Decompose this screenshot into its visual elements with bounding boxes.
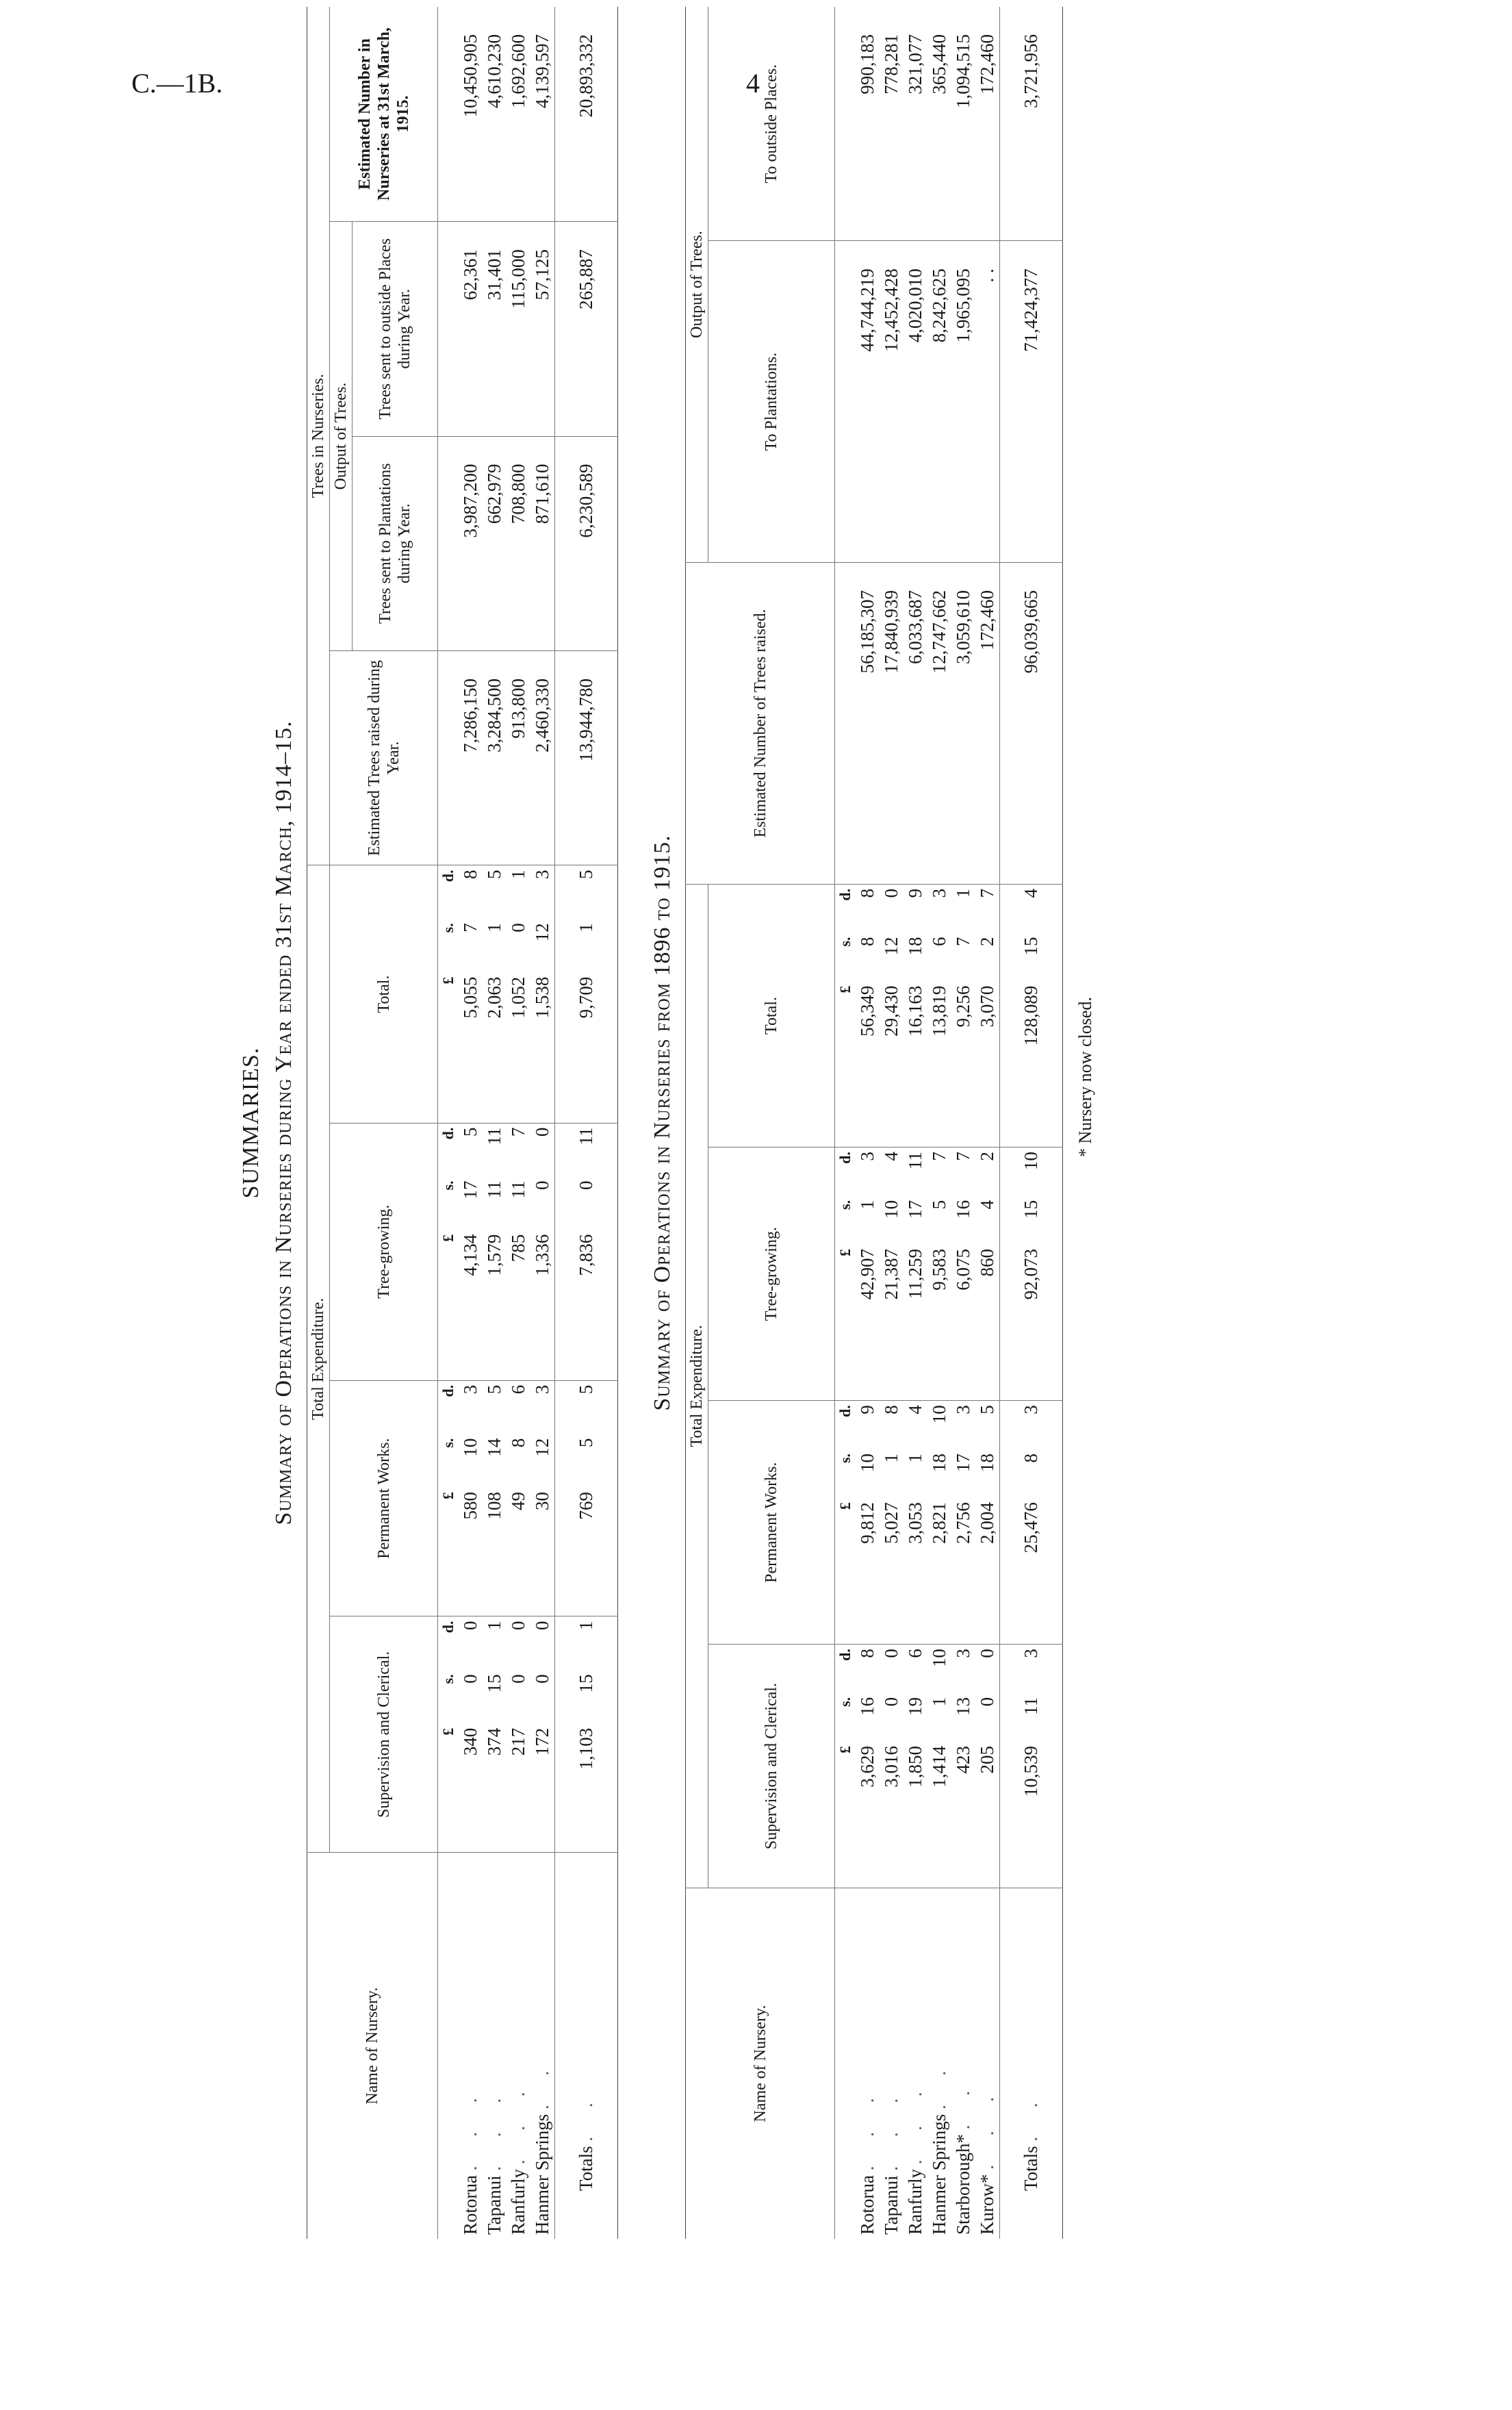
raised-cell: 13,944,780	[555, 650, 618, 865]
perm-pounds-cell: 9,812	[856, 1498, 880, 1645]
perm-pence-cell: 4	[905, 1405, 925, 1415]
outside-cell: 265,887	[555, 222, 618, 436]
tree-pence-cell: 5	[460, 1127, 480, 1137]
sup-pence-cell: 6	[905, 1649, 925, 1658]
perm-pence-cell: 3	[532, 1384, 552, 1395]
tree-pounds-cell: 11,259	[904, 1245, 927, 1401]
total-pounds-cell: 9,709	[555, 973, 618, 1123]
total-pence-cell: 5	[484, 870, 504, 879]
raised-cell: 7,286,150	[459, 650, 483, 865]
plant-cell: 662,979	[483, 436, 507, 650]
sup-shillings-cell: 0	[508, 1674, 528, 1684]
tree-pence-cell: 2	[977, 1152, 997, 1161]
sent-to-outside-header: Trees sent to outside Places during Year.	[353, 222, 438, 436]
perm-shillings-cell: 1	[881, 1453, 901, 1463]
tree-pence-cell: 11	[905, 1152, 925, 1170]
leader-dots: . .	[1021, 2090, 1041, 2142]
outside-cell: 31,401	[483, 222, 507, 436]
table-row	[951, 7, 975, 2239]
total-pence-cell: 1	[953, 888, 973, 898]
tree-shillings-cell: 17	[905, 1200, 925, 1219]
nursery-name: Tapanui	[881, 2175, 901, 2235]
sup-pence-cell: 3	[1021, 1649, 1041, 1658]
perm-pounds-cell: 3,053	[904, 1498, 927, 1645]
total-pence-cell: 9	[905, 888, 925, 898]
total-pence-cell: 3	[532, 870, 552, 879]
total-shillings-cell: 12	[881, 937, 901, 956]
nursery-name: Kurow*	[977, 2174, 997, 2235]
table-row	[927, 7, 951, 2239]
outside-cell: 172,460	[975, 7, 1000, 241]
pound-symbol: £	[835, 982, 856, 1147]
nursery-name: Starborough*	[953, 2134, 973, 2235]
shilling-symbol: s.	[439, 1674, 457, 1684]
trees-in-nurseries-header: Trees in Nurseries.	[307, 7, 330, 865]
nursery-name-cell	[951, 1888, 975, 2239]
sup-shillings-cell: 13	[953, 1697, 973, 1716]
tree-pence-cell: 11	[484, 1127, 504, 1145]
plant-cell: 12,452,428	[880, 241, 904, 563]
nursery-name: Ranfurly	[905, 2169, 925, 2235]
tree-pounds-cell: 9,583	[927, 1245, 951, 1401]
perm-pounds-cell: 2,821	[927, 1498, 951, 1645]
nursery-name: Rotorua	[857, 2175, 877, 2235]
year-summary-title: Summary of Operations in Nurseries during Year ended 31st March, 1914–15.	[271, 720, 296, 1525]
shilling-symbol: s.	[836, 937, 854, 947]
sup-pence-cell: 3	[953, 1649, 973, 1658]
pence-symbol: d.	[439, 1384, 457, 1397]
sup-pence-cell: 1	[576, 1621, 596, 1630]
est-cell: 4,610,230	[483, 7, 507, 222]
plant-cell: 3,987,200	[459, 436, 483, 650]
shilling-symbol: s.	[836, 1453, 854, 1463]
tree-pounds-cell: 42,907	[856, 1245, 880, 1401]
total-pence-cell: 4	[1021, 888, 1041, 898]
perm-pounds-cell: 25,476	[1000, 1498, 1063, 1645]
est-cell: 1,692,600	[507, 7, 530, 222]
tree-shillings-cell: 0	[576, 1180, 596, 1190]
nursery-name-cell	[904, 1888, 927, 2239]
sup-pence-cell: 8	[857, 1649, 877, 1658]
leader-dots: . . .	[857, 2085, 877, 2171]
tree-pounds-cell: 860	[975, 1245, 1000, 1401]
tree-shillings-cell: 10	[881, 1200, 901, 1219]
nursery-name: Ranfurly	[508, 2169, 528, 2235]
perm-pounds-cell: 2,756	[951, 1498, 975, 1645]
raised-cell: 2,460,330	[530, 650, 555, 865]
perm-shillings-cell: 17	[953, 1453, 973, 1472]
sup-shillings-cell: 11	[1021, 1697, 1041, 1715]
perm-shillings-cell: 12	[532, 1438, 552, 1457]
nursery-name-cell	[530, 1853, 555, 2239]
total-pounds-cell: 1,538	[530, 973, 555, 1123]
total-shillings-cell: 7	[953, 937, 973, 946]
raised-cell: 913,800	[507, 650, 530, 865]
perm-pounds-cell: 30	[530, 1488, 555, 1616]
tree-pence-cell: 11	[576, 1127, 596, 1145]
perm-pence-cell: 10	[929, 1405, 949, 1424]
nursery-name: Totals	[1021, 2146, 1041, 2191]
to-outside-places-header: To outside Places.	[708, 7, 835, 241]
name-of-nursery-header: Name of Nursery.	[686, 1888, 835, 2239]
nursery-name-cell	[555, 1853, 618, 2239]
table-row	[975, 7, 1000, 2239]
pence-symbol: d.	[439, 1127, 457, 1140]
period-summary-title: Summary of Operations in Nurseries from 1896 to 1915.	[650, 835, 675, 1411]
sent-to-plantations-header: Trees sent to Plantations during Year.	[353, 436, 438, 650]
tree-shillings-cell: 5	[929, 1200, 949, 1210]
sup-shillings-cell: 0	[532, 1674, 552, 1684]
nursery-name-cell	[483, 1853, 507, 2239]
pence-symbol: d.	[836, 1649, 854, 1661]
total-pounds-cell: 128,089	[1000, 982, 1063, 1147]
pound-symbol: £	[438, 1488, 459, 1616]
est-cell: 4,139,597	[530, 7, 555, 222]
sup-shillings-cell: 0	[977, 1697, 997, 1707]
sup-shillings-cell: 1	[929, 1697, 949, 1707]
perm-pounds-cell: 108	[483, 1488, 507, 1616]
total-pence-cell: 3	[929, 888, 949, 898]
shilling-symbol: s.	[439, 1438, 457, 1448]
pence-symbol: d.	[836, 1405, 854, 1418]
total-pence-cell: 8	[857, 888, 877, 898]
nursery-name-cell	[1000, 1888, 1063, 2239]
tree-growing-header: Tree-growing.	[330, 1123, 438, 1380]
total-pounds-cell: 29,430	[880, 982, 904, 1147]
totals-row	[1000, 7, 1063, 2239]
sup-pence-cell: 10	[929, 1649, 949, 1668]
raised-cell: 96,039,665	[1000, 563, 1063, 885]
total-shillings-cell: 18	[905, 937, 925, 956]
total-shillings-cell: 0	[508, 923, 528, 933]
tree-shillings-cell: 11	[508, 1180, 528, 1199]
raised-cell: 6,033,687	[904, 563, 927, 885]
table-row	[856, 7, 880, 2239]
total-header: Total.	[330, 865, 438, 1123]
tree-pence-cell: 10	[1021, 1152, 1041, 1171]
to-plantations-header: To Plantations.	[708, 241, 835, 563]
perm-shillings-cell: 14	[484, 1438, 504, 1457]
outside-cell: 365,440	[927, 7, 951, 241]
total-shillings-cell: 7	[460, 923, 480, 933]
perm-shillings-cell: 18	[929, 1453, 949, 1472]
leader-dots: . . .	[905, 2079, 925, 2165]
sup-pence-cell: 0	[881, 1649, 901, 1658]
tree-growing-header: Tree-growing.	[708, 1147, 835, 1401]
leader-dots: . .	[929, 2058, 949, 2110]
perm-pence-cell: 9	[857, 1405, 877, 1415]
pound-symbol: £	[835, 1498, 856, 1645]
plant-cell: 6,230,589	[555, 436, 618, 650]
total-pounds-cell: 9,256	[951, 982, 975, 1147]
leader-dots: . . .	[484, 2085, 504, 2171]
nursery-name-cell	[459, 1853, 483, 2239]
raised-cell: 12,747,662	[927, 563, 951, 885]
perm-shillings-cell: 5	[576, 1438, 596, 1448]
total-pence-cell: 1	[508, 870, 528, 879]
perm-pounds-cell: 5,027	[880, 1498, 904, 1645]
tree-pounds-cell: 7,836	[555, 1230, 618, 1380]
total-pounds-cell: 2,063	[483, 973, 507, 1123]
output-of-trees-header: Output of Trees.	[686, 7, 708, 563]
tree-pounds-cell: 4,134	[459, 1230, 483, 1380]
sup-pence-cell: 0	[460, 1621, 480, 1630]
pound-symbol: £	[438, 1724, 459, 1853]
output-of-trees-header: Output of Trees.	[330, 222, 353, 651]
nursery-name-cell	[880, 1888, 904, 2239]
sup-pounds-cell: 1,850	[904, 1742, 927, 1888]
pound-symbol: £	[438, 973, 459, 1123]
perm-pounds-cell: 769	[555, 1488, 618, 1616]
total-pounds-cell: 1,052	[507, 973, 530, 1123]
name-of-nursery-header: Name of Nursery.	[307, 1853, 438, 2239]
total-shillings-cell: 15	[1021, 937, 1041, 956]
tree-shillings-cell: 17	[460, 1180, 480, 1200]
sup-shillings-cell: 19	[905, 1697, 925, 1716]
plant-cell: 44,744,219	[856, 241, 880, 563]
total-pence-cell: 0	[881, 888, 901, 898]
summaries-heading: SUMMARIES.	[238, 1047, 264, 1199]
tree-pounds-cell: 92,073	[1000, 1245, 1063, 1401]
shilling-symbol: s.	[836, 1697, 854, 1707]
totals-row	[555, 7, 618, 2239]
total-pence-cell: 5	[576, 870, 596, 879]
sup-pounds-cell: 423	[951, 1742, 975, 1888]
total-pounds-cell: 56,349	[856, 982, 880, 1147]
leader-dots: . . .	[460, 2085, 480, 2171]
sup-shillings-cell: 15	[484, 1674, 504, 1693]
tree-pence-cell: 4	[881, 1152, 901, 1161]
outside-cell: 3,721,956	[1000, 7, 1063, 241]
raised-cell: 3,284,500	[483, 650, 507, 865]
sup-pence-cell: 0	[532, 1621, 552, 1630]
sup-pence-cell: 1	[484, 1621, 504, 1630]
table-row	[530, 7, 555, 2239]
total-pence-cell: 7	[977, 888, 997, 898]
sup-pounds-cell: 1,414	[927, 1742, 951, 1888]
sup-pounds-cell: 205	[975, 1742, 1000, 1888]
table-row	[459, 7, 483, 2239]
perm-pounds-cell: 580	[459, 1488, 483, 1616]
raised-cell: 56,185,307	[856, 563, 880, 885]
sup-shillings-cell: 15	[576, 1674, 596, 1693]
tree-pounds-cell: 785	[507, 1230, 530, 1380]
tree-shillings-cell: 1	[857, 1200, 877, 1210]
pound-symbol: £	[835, 1742, 856, 1888]
table-row	[880, 7, 904, 2239]
est-cell: 20,893,332	[555, 7, 618, 222]
outside-cell: 115,000	[507, 222, 530, 436]
perm-pounds-cell: 49	[507, 1488, 530, 1616]
supervision-header: Supervision and Clerical.	[330, 1616, 438, 1853]
tree-pounds-cell: 6,075	[951, 1245, 975, 1401]
permanent-works-header: Permanent Works.	[330, 1380, 438, 1616]
total-expenditure-header: Total Expenditure.	[686, 884, 708, 1888]
footnote: * Nursery now closed.	[1075, 997, 1095, 1157]
sup-pounds-cell: 217	[507, 1724, 530, 1853]
pence-symbol: d.	[439, 870, 457, 883]
plant-cell: 4,020,010	[904, 241, 927, 563]
nursery-name: Tapanui	[484, 2175, 504, 2235]
total-shillings-cell: 6	[929, 937, 949, 946]
perm-shillings-cell: 1	[905, 1453, 925, 1463]
tree-pence-cell: 7	[508, 1127, 528, 1137]
sup-shillings-cell: 16	[857, 1697, 877, 1716]
total-pounds-cell: 13,819	[927, 982, 951, 1147]
plant-cell: . .	[975, 241, 1000, 563]
tree-pence-cell: 7	[929, 1152, 949, 1161]
perm-pence-cell: 6	[508, 1384, 528, 1395]
shilling-symbol: s.	[439, 923, 457, 933]
tree-shillings-cell: 15	[1021, 1200, 1041, 1219]
pence-symbol: d.	[836, 888, 854, 901]
outside-cell: 62,361	[459, 222, 483, 436]
perm-shillings-cell: 10	[460, 1438, 480, 1457]
outside-cell: 321,077	[904, 7, 927, 241]
perm-pence-cell: 8	[881, 1405, 901, 1415]
perm-pence-cell: 5	[977, 1405, 997, 1415]
nursery-name-cell	[856, 1888, 880, 2239]
page-number: 4	[746, 68, 760, 99]
raised-cell: 172,460	[975, 563, 1000, 885]
sup-pence-cell: 0	[508, 1621, 528, 1630]
plant-cell: 871,610	[530, 436, 555, 650]
sup-pounds-cell: 3,629	[856, 1742, 880, 1888]
outside-cell: 1,094,515	[951, 7, 975, 241]
perm-shillings-cell: 10	[857, 1453, 877, 1472]
perm-pounds-cell: 2,004	[975, 1498, 1000, 1645]
total-shillings-cell: 8	[857, 937, 877, 946]
sup-shillings-cell: 0	[460, 1674, 480, 1684]
supervision-header: Supervision and Clerical.	[708, 1645, 835, 1888]
pence-symbol: d.	[836, 1152, 854, 1164]
tree-shillings-cell: 11	[484, 1180, 504, 1199]
plant-cell: 1,965,095	[951, 241, 975, 563]
sup-pounds-cell: 340	[459, 1724, 483, 1853]
perm-pence-cell: 5	[576, 1384, 596, 1395]
perm-shillings-cell: 8	[508, 1438, 528, 1448]
trees-raised-header: Estimated Trees raised during Year.	[330, 650, 438, 865]
tree-shillings-cell: 0	[532, 1180, 552, 1190]
table-row	[904, 7, 927, 2239]
leader-dots: . . .	[881, 2085, 901, 2171]
perm-shillings-cell: 8	[1021, 1453, 1041, 1463]
tree-shillings-cell: 4	[977, 1200, 997, 1210]
total-pence-cell: 8	[460, 870, 480, 879]
pence-symbol: d.	[439, 1621, 457, 1634]
nursery-name: Hanmer Springs	[929, 2114, 949, 2235]
total-pounds-cell: 16,163	[904, 982, 927, 1147]
perm-pence-cell: 3	[460, 1384, 480, 1395]
shilling-symbol: s.	[836, 1200, 854, 1210]
perm-shillings-cell: 18	[977, 1453, 997, 1472]
sup-pounds-cell: 1,103	[555, 1724, 618, 1853]
leader-dots: . . .	[977, 2085, 997, 2170]
sup-shillings-cell: 0	[881, 1697, 901, 1707]
plant-cell: 71,424,377	[1000, 241, 1063, 563]
total-shillings-cell: 2	[977, 937, 997, 946]
total-shillings-cell: 12	[532, 923, 552, 942]
rotated-content	[226, 7, 1512, 2239]
outside-cell: 990,183	[856, 7, 880, 241]
total-pounds-cell: 5,055	[459, 973, 483, 1123]
total-header: Total.	[708, 884, 835, 1147]
table-row	[483, 7, 507, 2239]
estimated-number-header: Estimated Number in Nurseries at 31st March, 1915.	[330, 7, 438, 222]
total-pounds-cell: 3,070	[975, 982, 1000, 1147]
leader-dots: . .	[532, 2058, 552, 2110]
tree-pence-cell: 7	[953, 1152, 973, 1161]
tree-pounds-cell: 1,336	[530, 1230, 555, 1380]
est-cell: 10,450,905	[459, 7, 483, 222]
pound-symbol: £	[835, 1245, 856, 1401]
perm-pence-cell: 5	[484, 1384, 504, 1395]
total-shillings-cell: 1	[484, 923, 504, 933]
year-summary-table	[307, 7, 618, 2239]
pound-symbol: £	[438, 1230, 459, 1380]
sup-pounds-cell: 10,539	[1000, 1742, 1063, 1888]
nursery-name-cell	[975, 1888, 1000, 2239]
outside-cell: 57,125	[530, 222, 555, 436]
plant-cell: 708,800	[507, 436, 530, 650]
outside-cell: 778,281	[880, 7, 904, 241]
tree-pounds-cell: 1,579	[483, 1230, 507, 1380]
tree-pence-cell: 0	[532, 1127, 552, 1137]
shilling-symbol: s.	[439, 1180, 457, 1191]
perm-pence-cell: 3	[1021, 1405, 1041, 1415]
perm-pence-cell: 3	[953, 1405, 973, 1415]
leader-dots: . .	[576, 2090, 596, 2142]
raised-cell: 17,840,939	[880, 563, 904, 885]
sup-pounds-cell: 172	[530, 1724, 555, 1853]
total-expenditure-header: Total Expenditure.	[307, 865, 330, 1853]
sup-pounds-cell: 374	[483, 1724, 507, 1853]
nursery-name-cell	[927, 1888, 951, 2239]
table-row	[507, 7, 530, 2239]
nursery-name: Totals	[576, 2146, 596, 2191]
page-reference: C.—1B.	[131, 68, 223, 99]
trees-raised-header: Estimated Number of Trees raised.	[686, 563, 835, 885]
leader-dots: . . .	[508, 2079, 528, 2165]
tree-shillings-cell: 16	[953, 1200, 973, 1219]
nursery-name: Rotorua	[460, 2175, 480, 2235]
sup-pence-cell: 0	[977, 1649, 997, 1658]
nursery-name: Hanmer Springs	[532, 2114, 552, 2235]
total-shillings-cell: 1	[576, 923, 596, 933]
period-summary-table	[685, 7, 1063, 2239]
leader-dots: . .	[953, 2079, 973, 2130]
tree-pounds-cell: 21,387	[880, 1245, 904, 1401]
permanent-works-header: Permanent Works.	[708, 1401, 835, 1645]
sup-pounds-cell: 3,016	[880, 1742, 904, 1888]
nursery-name-cell	[507, 1853, 530, 2239]
raised-cell: 3,059,610	[951, 563, 975, 885]
tree-pence-cell: 3	[857, 1152, 877, 1161]
plant-cell: 8,242,625	[927, 241, 951, 563]
